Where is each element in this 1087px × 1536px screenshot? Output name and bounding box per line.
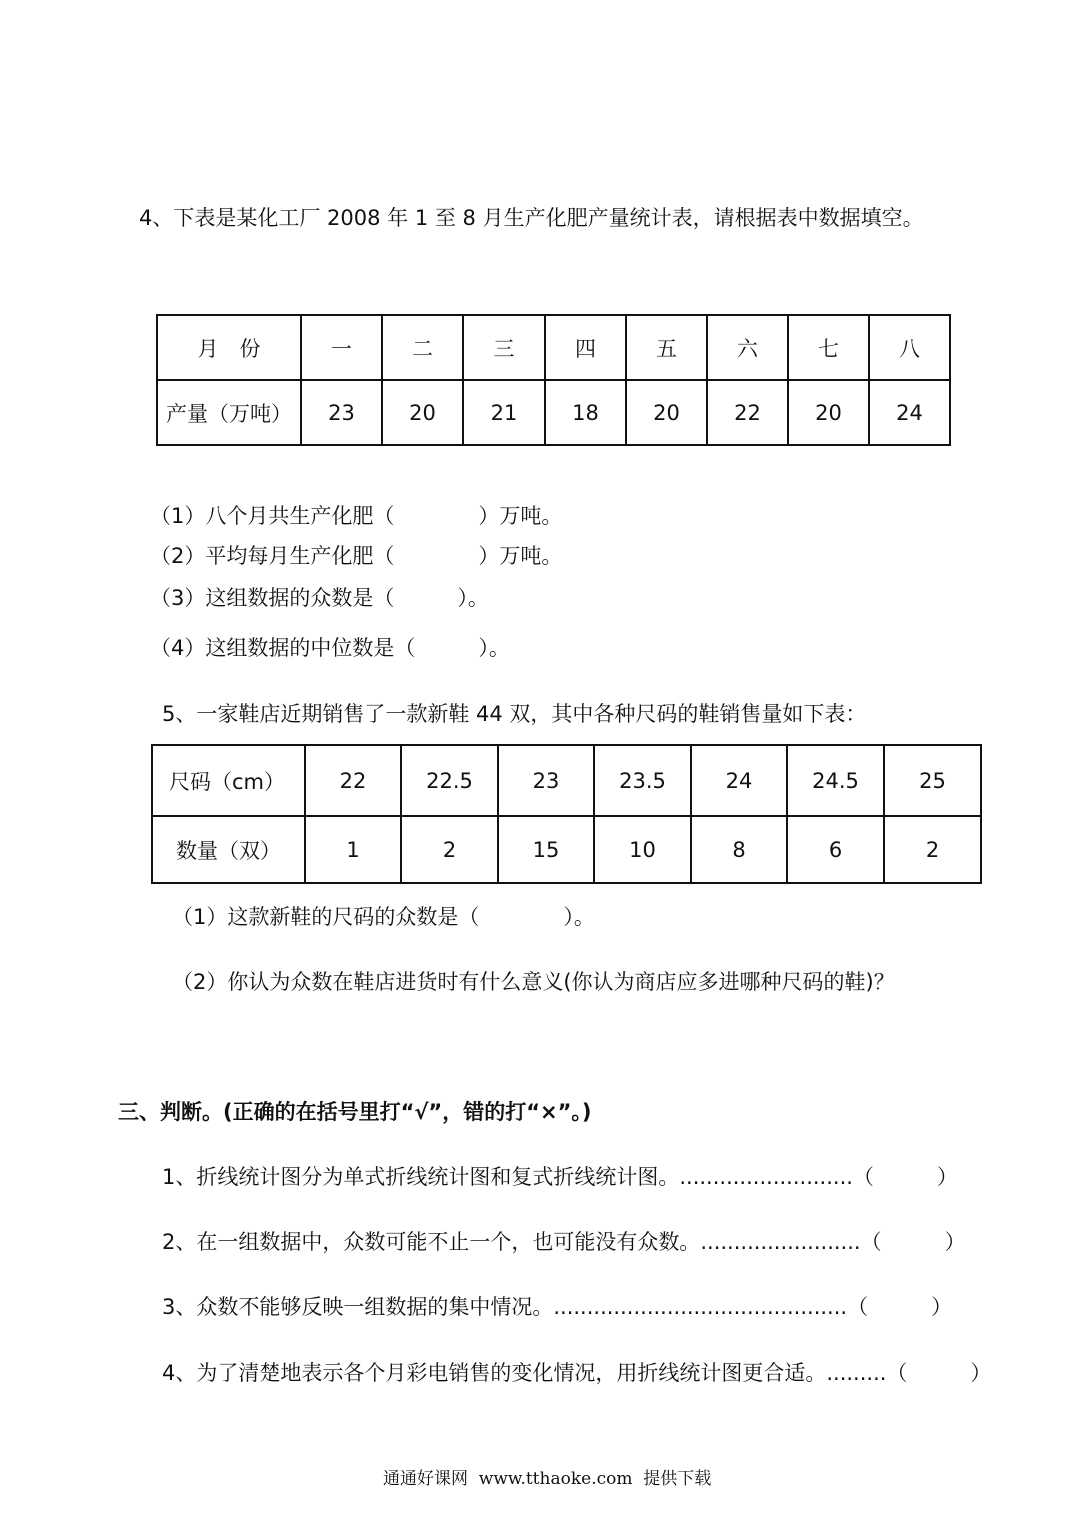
q5-intro: 5、一家鞋店近期销售了一款新鞋 44 双，其中各种尺码的鞋销售量如下表：: [162, 702, 867, 726]
judge-item-1: 1、折线统计图分为单式折线统计图和复式折线统计图。..........................（ ）: [162, 1165, 958, 1189]
count-cell: 10: [594, 816, 691, 883]
month-cell: 四: [545, 315, 626, 380]
output-cell: 20: [788, 380, 869, 445]
size-cell: 24.5: [787, 745, 884, 816]
month-cell: 八: [869, 315, 950, 380]
size-cell: 23: [498, 745, 594, 816]
size-row: [152, 745, 981, 816]
q4-question-3: （3）这组数据的众数是（ ）。: [150, 586, 489, 610]
q4-question-4: （4）这组数据的中位数是（ ）。: [150, 636, 510, 660]
month-cell: 七: [788, 315, 869, 380]
month-row: [157, 315, 950, 380]
count-row: [152, 816, 981, 883]
output-cell: 20: [626, 380, 707, 445]
size-cell: 23.5: [594, 745, 691, 816]
size-cell: 24: [691, 745, 787, 816]
size-header: 尺码（cm）: [152, 745, 305, 816]
count-cell: 1: [305, 816, 401, 883]
output-cell: 20: [382, 380, 463, 445]
count-cell: 6: [787, 816, 884, 883]
size-cell: 25: [884, 745, 981, 816]
output-header: 产量（万吨）: [157, 380, 301, 445]
month-header: 月 份: [157, 315, 301, 380]
footer-credit: 通通好课网 www.tthaoke.com 提供下载: [383, 1469, 712, 1489]
output-cell: 23: [301, 380, 382, 445]
fertilizer-table: [156, 314, 951, 446]
q4-intro: 4、下表是某化工厂 2008 年 1 至 8 月生产化肥产量统计表，请根据表中数据填空。: [139, 206, 924, 230]
month-cell: 一: [301, 315, 382, 380]
judge-item-4: 4、为了清楚地表示各个月彩电销售的变化情况，用折线统计图更合适。.........（ ）: [162, 1361, 992, 1385]
month-cell: 六: [707, 315, 788, 380]
q4-question-1: （1）八个月共生产化肥（ ）万吨。: [150, 504, 563, 528]
count-cell: 15: [498, 816, 594, 883]
size-cell: 22: [305, 745, 401, 816]
output-cell: 22: [707, 380, 788, 445]
count-cell: 8: [691, 816, 787, 883]
output-cell: 21: [463, 380, 545, 445]
month-cell: 二: [382, 315, 463, 380]
count-header: 数量（双）: [152, 816, 305, 883]
q5-question-2: （2）你认为众数在鞋店进货时有什么意义(你认为商店应多进哪种尺码的鞋)？: [172, 970, 895, 994]
judge-item-2: 2、在一组数据中，众数可能不止一个，也可能没有众数。........................（ ）: [162, 1230, 966, 1254]
month-cell: 五: [626, 315, 707, 380]
output-cell: 18: [545, 380, 626, 445]
output-cell: 24: [869, 380, 950, 445]
q5-question-1: （1）这款新鞋的尺码的众数是（ ）。: [172, 905, 595, 929]
output-row: [157, 380, 950, 445]
size-cell: 22.5: [401, 745, 498, 816]
count-cell: 2: [884, 816, 981, 883]
q4-question-2: （2）平均每月生产化肥（ ）万吨。: [150, 544, 563, 568]
month-cell: 三: [463, 315, 545, 380]
count-cell: 2: [401, 816, 498, 883]
judge-item-3: 3、众数不能够反映一组数据的集中情况。............................................（ ）: [162, 1295, 953, 1319]
shoe-size-table: [151, 744, 982, 884]
section3-title: 三、判断。(正确的在括号里打“√”，错的打“×”。): [118, 1100, 592, 1124]
